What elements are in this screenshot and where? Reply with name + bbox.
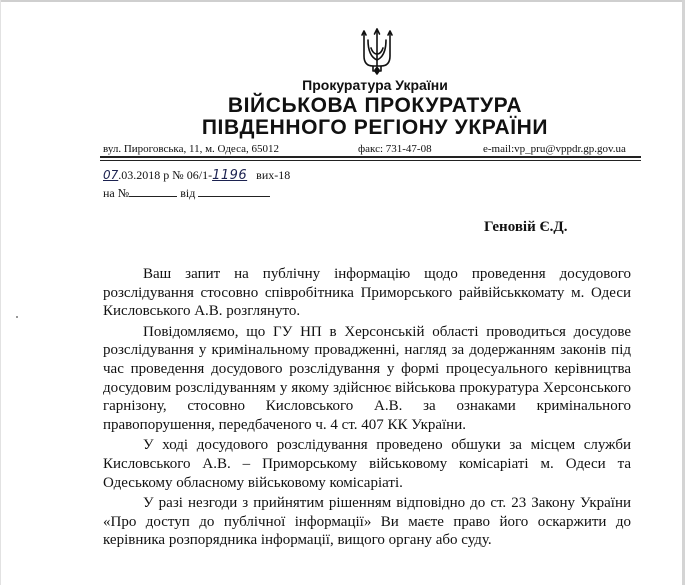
incoming-date-label: від: [180, 186, 196, 200]
body-paragraph-4: У разі незгоди з прийнятим рішенням відповідно до ст. 23 Закону України «Про доступ до публічної інформації» Ви маєте право його оскаржити до керівника розпорядника інформації, вищого органу або суду.: [103, 495, 631, 549]
scan-edge-left: [0, 0, 1, 585]
outgoing-reference: [103, 168, 290, 183]
letter-body: [103, 265, 631, 552]
contact-email: e-mail:vp_pru@vppdr.gp.gov.ua: [483, 143, 626, 155]
addressee: Геновій Є.Д.: [484, 219, 568, 235]
incoming-date-blank: [198, 186, 270, 197]
trident-coat-of-arms-icon: [359, 26, 395, 76]
body-paragraph-1: Ваш запит на публічну інформацію щодо проведення досудового розслідування стосовно співробітника Приморського райвійськкомату м. Одеси Кисловського А.В. розглянуто.: [103, 266, 631, 320]
organization-name-line-1: ВІЙСЬКОВА ПРОКУРАТУРА: [227, 94, 523, 117]
incoming-number-blank: [129, 186, 177, 197]
handwritten-registration-number: 1196: [212, 168, 248, 183]
contact-fax: факс: 731-47-08: [358, 143, 432, 155]
incoming-reference: [103, 186, 270, 200]
organization-name-line-2: ПІВДЕННОГО РЕГІОНУ УКРАЇНИ: [201, 116, 549, 139]
scan-edge-top: [0, 0, 685, 2]
scan-speck: [16, 316, 18, 318]
incoming-number-label: на №: [103, 186, 130, 200]
parent-organization: Прокуратура України: [302, 77, 448, 93]
body-paragraph-3: У ході досудового розслідування проведено обшуки за місцем служби Кисловського А.В. – Приморському військовому комісаріаті м. Одеси та Одеському обласному військовому комісаріаті.: [103, 437, 631, 491]
reference-date-number: .03.2018 р № 06/1-: [118, 168, 213, 182]
contact-address: вул. Пироговська, 11, м. Одеса, 65012: [103, 143, 279, 155]
letterhead-rule-thick: [100, 156, 641, 158]
body-paragraph-2: Повідомляємо, що ГУ НП в Херсонській області проводиться досудове розслідування у кримінальному провадженні, нагляд за додержанням законів під час проведення досудового розслідування у формі процесуального керівництва досудовим розслідуванням у якому здійснює військова прокуратура Херсонського гарнізону, стосовно Кисловського А.В. за ознаками кримінального правопорушення, передбаченого ч. 4 ст. 407 КК України.: [103, 323, 631, 433]
reference-suffix: вих-18: [256, 168, 291, 182]
letterhead-rule-thin: [100, 160, 641, 161]
handwritten-date: 07: [103, 168, 119, 182]
